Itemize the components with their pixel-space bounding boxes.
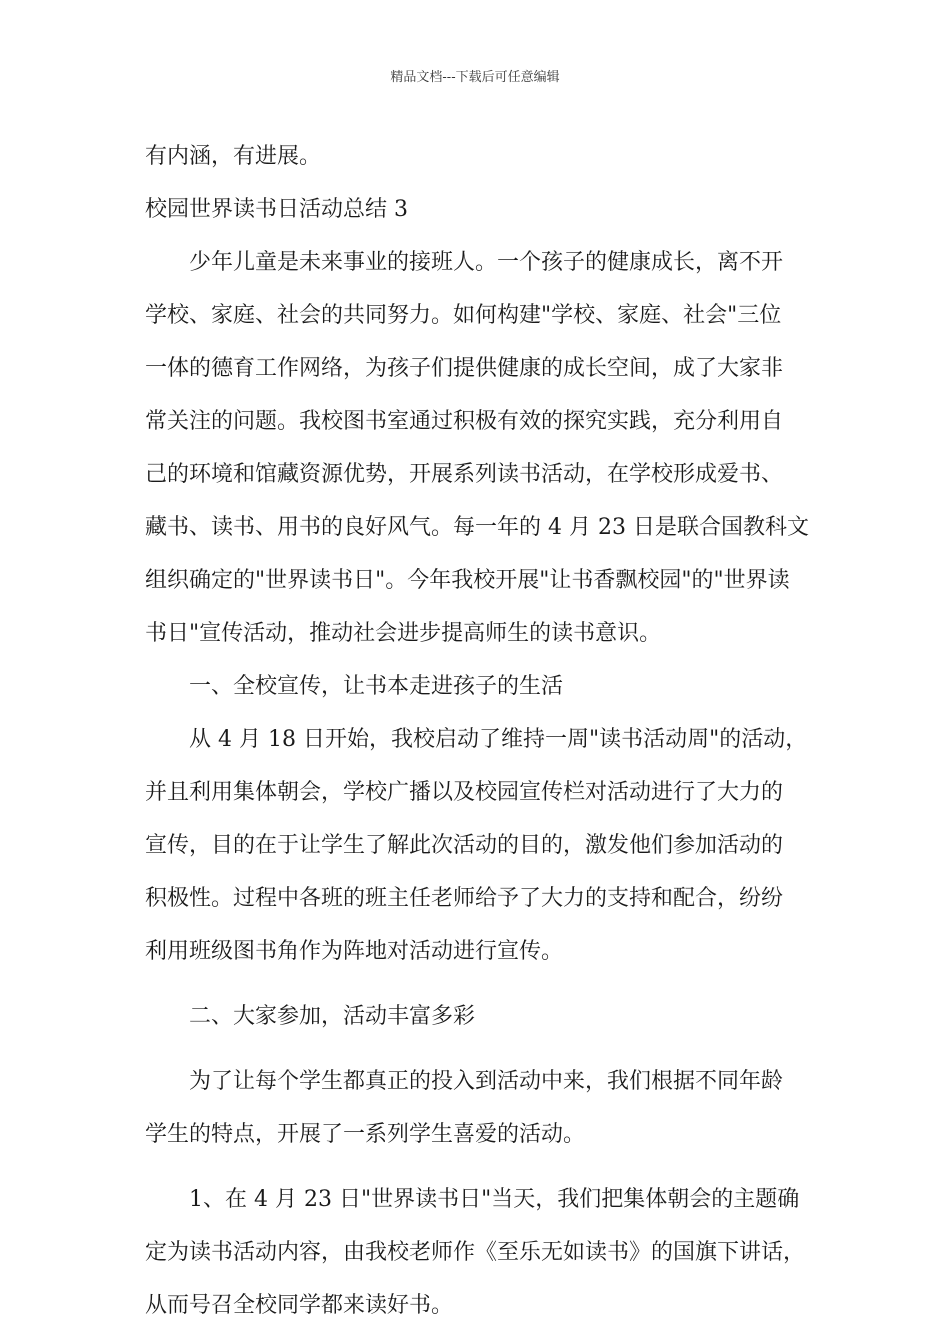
page-header: 精品文档---下载后可任意编辑 [390, 70, 560, 85]
paragraph-line: 少年儿童是未来事业的接班人。一个孩子的健康成长，离不开 [189, 250, 784, 275]
paragraph-line: 积极性。过程中各班的班主任老师给予了大力的支持和配合，纷纷 [145, 886, 784, 911]
subheading: 一、全校宣传，让书本走进孩子的生活 [189, 674, 564, 699]
paragraph-line: 己的环境和馆藏资源优势，开展系列读书活动，在学校形成爱书、 [145, 462, 784, 487]
paragraph-line: 利用班级图书角作为阵地对活动进行宣传。 [145, 939, 564, 964]
paragraph-line: 常关注的问题。我校图书室通过积极有效的探究实践，充分利用自 [145, 409, 784, 434]
paragraph-line: 书日"宣传活动，推动社会进步提高师生的读书意识。 [145, 621, 662, 646]
paragraph-line: 从 4 月 18 日开始，我校启动了维持一周"读书活动周"的活动， [189, 727, 808, 752]
paragraph-line: 藏书、读书、用书的良好风气。每一年的 4 月 23 日是联合国教科文 [145, 515, 809, 540]
paragraph-line: 宣传，目的在于让学生了解此次活动的目的，激发他们参加活动的 [145, 833, 784, 858]
paragraph-line: 定为读书活动内容，由我校老师作《至乐无如读书》的国旗下讲话， [145, 1240, 806, 1265]
paragraph-spacer [145, 1043, 825, 1055]
paragraph-line: 从而号召全校同学都来读好书。 [145, 1293, 454, 1318]
paragraph-line: 学校、家庭、社会的共同努力。如何构建"学校、家庭、社会"三位 [145, 303, 782, 328]
paragraph-line: 1、在 4 月 23 日"世界读书日"当天，我们把集体朝会的主题确 [189, 1187, 800, 1212]
paragraph-line: 有内涵，有进展。 [145, 144, 322, 169]
paragraph-line: 并且利用集体朝会，学校广播以及校园宣传栏对活动进行了大力的 [145, 780, 784, 805]
paragraph-spacer [145, 978, 825, 990]
paragraph-spacer [145, 1161, 825, 1173]
paragraph-line: 学生的特点，开展了一系列学生喜爱的活动。 [145, 1122, 586, 1147]
subheading: 二、大家参加，活动丰富多彩 [189, 1004, 476, 1029]
paragraph-line: 一体的德育工作网络，为孩子们提供健康的成长空间，成了大家非 [145, 356, 784, 381]
document-body [145, 130, 825, 1332]
paragraph-line: 为了让每个学生都真正的投入到活动中来，我们根据不同年龄 [189, 1069, 784, 1094]
paragraph-line: 组织确定的"世界读书日"。今年我校开展"让书香飘校园"的"世界读 [145, 568, 790, 593]
section-title: 校园世界读书日活动总结 3 [145, 197, 408, 222]
